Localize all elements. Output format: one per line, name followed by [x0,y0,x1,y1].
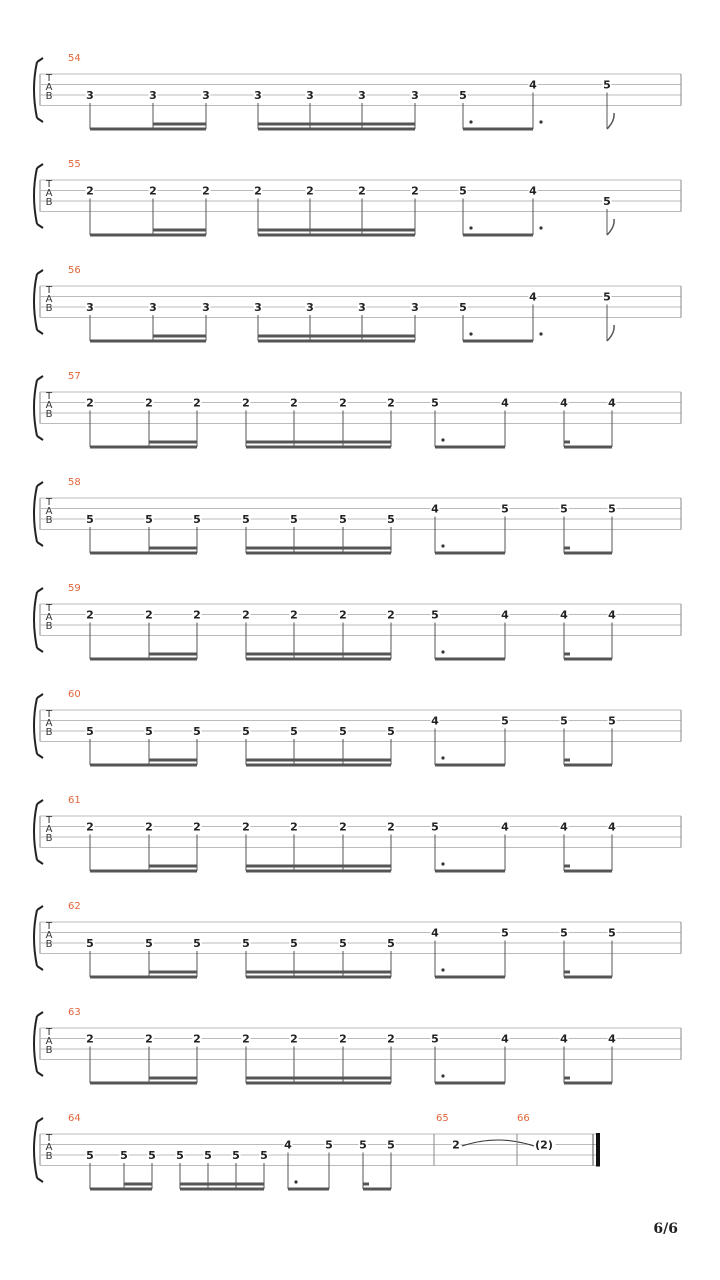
tab-clef-letter: B [45,939,53,950]
dot [539,226,542,229]
bracket-bottom-hook [37,1178,43,1182]
bracket-bottom-hook [37,436,43,440]
fret-number: 4 [608,1032,616,1046]
fret-number: 5 [608,926,616,940]
fret-number: 4 [529,290,537,304]
measure-number: 64 [68,1113,81,1124]
fret-number: 5 [387,725,395,738]
tab-clef-letter: T [45,285,53,296]
dot [441,862,444,865]
dot [441,756,444,759]
fret-number: 5 [232,1149,240,1162]
fret-number: 5 [339,513,347,526]
fret-number: 2 [254,184,262,198]
tab-clef-letter: A [45,718,53,729]
dot [469,226,472,229]
bracket-top-hook [37,164,43,168]
dot [469,120,472,123]
tab-clef-letter: B [45,515,53,526]
fret-number: 5 [603,195,611,208]
fret-number: 5 [501,502,509,516]
fret-number: 5 [459,184,467,198]
tab-clef-letter: T [45,497,53,508]
fret-number: 5 [193,725,201,738]
fret-number: 5 [501,714,509,728]
tab-clef-letter: B [45,303,53,314]
fret-number: 3 [202,89,210,102]
measure-number: 66 [517,1113,530,1124]
dot [441,544,444,547]
fret-number: 5 [431,1032,439,1046]
fret-number: 2 [86,184,94,198]
fret-number: 5 [325,1138,333,1152]
fret-number: 2 [145,820,153,834]
fret-number: 2 [86,1032,94,1046]
tab-clef-letter: B [45,833,53,844]
tab-system [34,795,681,871]
fret-number: 3 [358,301,366,314]
fret-number: 2 [306,184,314,198]
fret-number: 2 [145,396,153,410]
measure-number: 59 [68,583,81,594]
fret-number: 5 [608,714,616,728]
tab-clef-letter: B [45,621,53,632]
tab-clef-letter: T [45,179,53,190]
bracket-top-hook [37,58,43,62]
bracket-top-hook [37,588,43,592]
dot [441,968,444,971]
tab-clef-letter: A [45,294,53,305]
measure-number: 55 [68,159,81,170]
fret-number: 2 [290,1032,298,1046]
dot [469,332,472,335]
fret-number: 2 [290,820,298,834]
fret-number: 5 [86,513,94,526]
fret-number: 2 [145,1032,153,1046]
system-bracket [34,486,37,542]
bracket-top-hook [37,800,43,804]
dot [539,120,542,123]
fret-number: 2 [149,184,157,198]
note-flag [607,219,614,235]
fret-number: 5 [603,290,611,304]
measure-number: 61 [68,795,81,806]
bracket-top-hook [37,376,43,380]
fret-number: 5 [459,89,467,102]
tab-system [34,159,681,235]
fret-number: 5 [560,714,568,728]
fret-number: 5 [120,1149,128,1162]
fret-number: 2 [242,820,250,834]
fret-number: 5 [608,502,616,516]
tab-system [34,1007,681,1083]
bracket-top-hook [37,694,43,698]
fret-number: 5 [290,513,298,526]
fret-number: 5 [501,926,509,940]
tie [462,1140,534,1146]
fret-number: 5 [242,725,250,738]
note-flag [607,325,614,341]
tab-system [34,689,681,765]
measure-number: 65 [436,1113,449,1124]
fret-number: 4 [529,78,537,92]
tab-clef-letter: A [45,400,53,411]
measure-number: 56 [68,265,81,276]
tab-clef-letter: T [45,709,53,720]
fret-number: 4 [501,820,509,834]
system-bracket [34,274,37,330]
fret-number: 5 [193,513,201,526]
bracket-top-hook [37,482,43,486]
tab-clef-letter: B [45,197,53,208]
bracket-bottom-hook [37,542,43,546]
fret-number: 5 [86,1149,94,1162]
bracket-bottom-hook [37,860,43,864]
fret-number: 3 [411,301,419,314]
fret-number: 2 [193,608,201,622]
fret-number: 3 [254,89,262,102]
fret-number: 2 [242,1032,250,1046]
tab-clef-letter: A [45,1142,53,1153]
system-bracket [34,168,37,224]
fret-number: 5 [431,396,439,410]
bracket-bottom-hook [37,648,43,652]
system-bracket [34,380,37,436]
fret-number: 2 [86,396,94,410]
tab-clef-letter: B [45,91,53,102]
tab-system [34,1113,598,1189]
bracket-top-hook [37,906,43,910]
tab-system [34,53,681,129]
fret-number: 5 [145,725,153,738]
fret-number: 4 [560,608,568,622]
fret-number: 3 [149,89,157,102]
tab-clef-letter: T [45,603,53,614]
tab-clef-letter: B [45,409,53,420]
tab-clef-letter: T [45,921,53,932]
fret-number: 5 [459,301,467,314]
tab-system [34,371,681,447]
system-bracket [34,804,37,860]
fret-number: 3 [86,301,94,314]
system-bracket [34,62,37,118]
fret-number: 3 [358,89,366,102]
dot [441,1074,444,1077]
fret-number: 5 [431,820,439,834]
fret-number: 4 [608,396,616,410]
fret-number: 5 [290,725,298,738]
fret-number: 5 [242,937,250,950]
fret-number: 2 [452,1138,460,1152]
fret-number: 5 [603,78,611,92]
bracket-bottom-hook [37,330,43,334]
fret-number: 5 [193,937,201,950]
bracket-top-hook [37,1118,43,1122]
fret-number: 2 [202,184,210,198]
dot [539,332,542,335]
page-number: 6/6 [653,1221,678,1237]
tab-clef-letter: A [45,506,53,517]
fret-number: 4 [560,820,568,834]
fret-number: 2 [193,396,201,410]
fret-number: 5 [204,1149,212,1162]
fret-number: 5 [242,513,250,526]
system-bracket [34,592,37,648]
measure-number: 63 [68,1007,81,1018]
fret-number: 4 [529,184,537,198]
fret-number: 5 [145,513,153,526]
fret-number: 2 [387,396,395,410]
tab-system [34,583,681,659]
fret-number: 3 [202,301,210,314]
tab-clef-letter: B [45,1045,53,1056]
fret-number: 2 [387,1032,395,1046]
fret-number: 5 [86,725,94,738]
fret-number: 4 [284,1138,292,1152]
fret-number: 5 [176,1149,184,1162]
measure-number: 62 [68,901,81,912]
system-bracket [34,1016,37,1072]
dot [441,650,444,653]
fret-number: 4 [501,396,509,410]
fret-number: 3 [86,89,94,102]
tab-clef-letter: T [45,391,53,402]
fret-number: 5 [387,1138,395,1152]
tab-clef-letter: A [45,824,53,835]
fret-number: 5 [339,937,347,950]
fret-number: (2) [535,1138,553,1152]
fret-number: 5 [560,502,568,516]
bracket-bottom-hook [37,754,43,758]
measure-number: 54 [68,53,81,64]
measure-number: 58 [68,477,81,488]
fret-number: 4 [431,926,439,940]
fret-number: 2 [145,608,153,622]
tab-clef-letter: T [45,73,53,84]
tab-clef-letter: T [45,1133,53,1144]
fret-number: 2 [242,608,250,622]
fret-number: 2 [387,608,395,622]
tab-clef-letter: B [45,1151,53,1162]
system-bracket [34,910,37,966]
system-bracket [34,698,37,754]
fret-number: 2 [290,396,298,410]
tab-clef-letter: A [45,82,53,93]
fret-number: 2 [290,608,298,622]
tab-clef-letter: A [45,188,53,199]
fret-number: 4 [560,1032,568,1046]
fret-number: 5 [148,1149,156,1162]
fret-number: 2 [339,820,347,834]
fret-number: 5 [560,926,568,940]
bracket-bottom-hook [37,1072,43,1076]
fret-number: 2 [358,184,366,198]
fret-number: 4 [501,1032,509,1046]
bracket-bottom-hook [37,966,43,970]
tab-system [34,477,681,553]
fret-number: 4 [431,714,439,728]
fret-number: 5 [260,1149,268,1162]
fret-number: 3 [411,89,419,102]
fret-number: 2 [242,396,250,410]
tab-system [34,901,681,977]
tab-clef-letter: T [45,815,53,826]
fret-number: 2 [339,1032,347,1046]
fret-number: 5 [387,513,395,526]
bracket-top-hook [37,270,43,274]
fret-number: 2 [193,820,201,834]
fret-number: 5 [359,1138,367,1152]
fret-number: 3 [254,301,262,314]
fret-number: 2 [86,820,94,834]
fret-number: 4 [431,502,439,516]
tab-clef-letter: A [45,612,53,623]
fret-number: 3 [306,301,314,314]
measure-number: 57 [68,371,81,382]
fret-number: 4 [501,608,509,622]
measure-number: 60 [68,689,81,700]
dot [294,1180,297,1183]
fret-number: 2 [387,820,395,834]
fret-number: 4 [608,608,616,622]
fret-number: 5 [145,937,153,950]
bracket-top-hook [37,1012,43,1016]
bracket-bottom-hook [37,224,43,228]
tab-system [34,265,681,341]
fret-number: 2 [86,608,94,622]
system-bracket [34,1122,37,1178]
tab-clef-letter: T [45,1027,53,1038]
fret-number: 5 [290,937,298,950]
dot [441,438,444,441]
fret-number: 5 [387,937,395,950]
fret-number: 3 [306,89,314,102]
fret-number: 2 [339,608,347,622]
fret-number: 4 [560,396,568,410]
fret-number: 2 [411,184,419,198]
fret-number: 5 [86,937,94,950]
fret-number: 5 [339,725,347,738]
tab-clef-letter: A [45,1036,53,1047]
fret-number: 2 [339,396,347,410]
note-flag [607,113,614,129]
fret-number: 3 [149,301,157,314]
bracket-bottom-hook [37,118,43,122]
tab-clef-letter: A [45,930,53,941]
fret-number: 5 [431,608,439,622]
tab-clef-letter: B [45,727,53,738]
fret-number: 4 [608,820,616,834]
fret-number: 2 [193,1032,201,1046]
